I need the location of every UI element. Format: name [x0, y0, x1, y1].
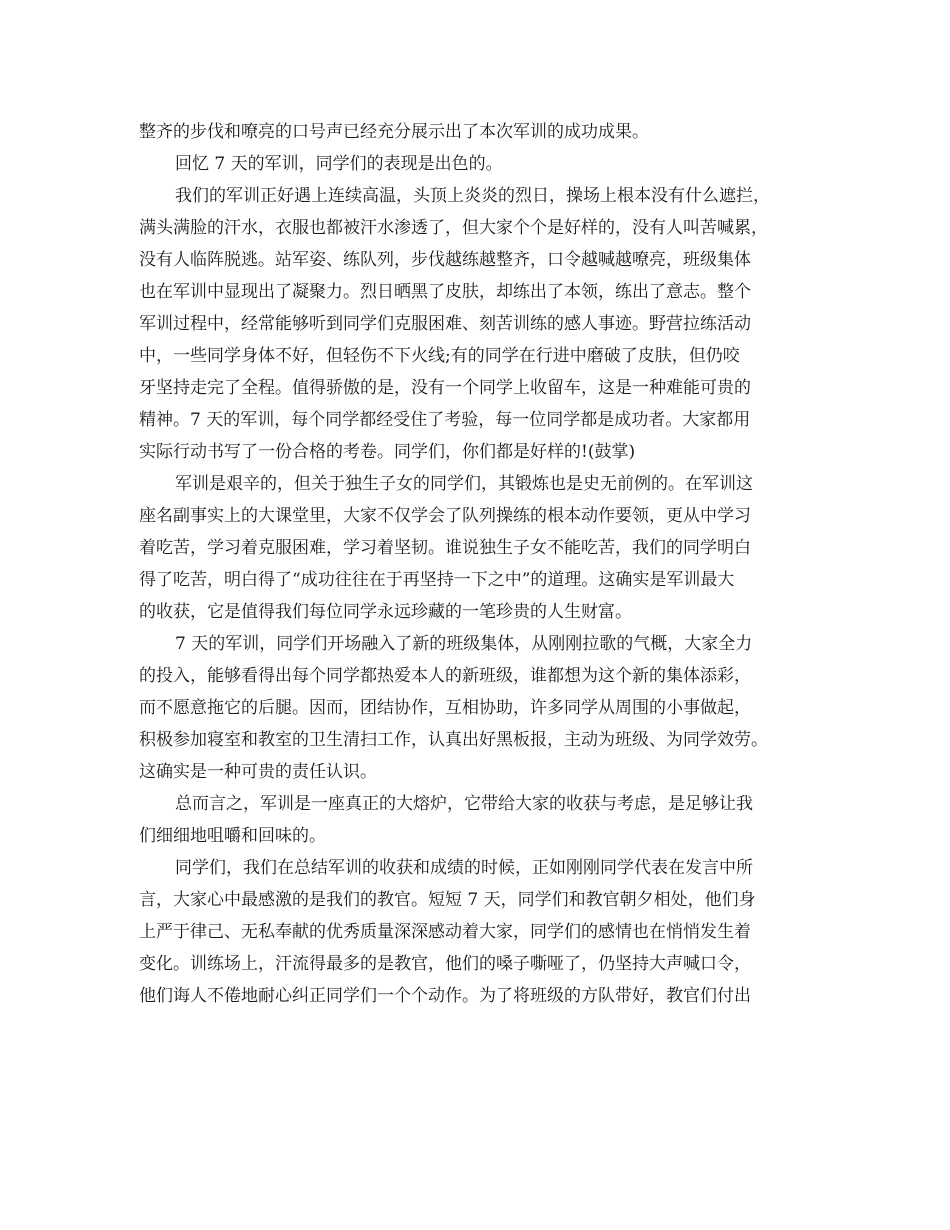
paragraph-line: 变化。训练场上，汗流得最多的是教官，他们的嗓子嘶哑了，仍坚持大声喊口令，: [139, 954, 751, 974]
paragraph-first-line: 总而言之，军训是一座真正的大熔炉，它带给大家的收获与考虑，是足够让我: [175, 794, 753, 814]
document-body: [139, 116, 829, 1012]
paragraph-line: 牙坚持走完了全程。值得骄傲的是，没有一个同学上收留车，这是一种难能可贵的: [139, 378, 751, 398]
paragraph-first-line: 7 天的军训，同学们开场融入了新的班级集体，从刚刚拉歌的气概，大家全力: [175, 634, 753, 654]
paragraph-first-line: 我们的军训正好遇上连续高温，头顶上炎炎的烈日，操场上根本没有什么遮拦，: [175, 186, 770, 206]
paragraph-line: 他们诲人不倦地耐心纠正同学们一个个动作。为了将班级的方队带好，教官们付出: [139, 986, 751, 1006]
paragraph-line: 们细细地咀嚼和回味的。: [139, 826, 326, 846]
paragraph-line: 座名副事实上的大课堂里，大家不仅学会了队列操练的根本动作要领，更从中学习: [139, 506, 751, 526]
paragraph-line: 而不愿意拖它的后腿。因而，团结协作，互相协助，许多同学从周围的小事做起，: [139, 698, 751, 718]
paragraph-line: 满头满脸的汗水，衣服也都被汗水渗透了，但大家个个是好样的，没有人叫苦喊累，: [139, 218, 768, 238]
paragraph-first-line: 回忆 7 天的军训，同学们的表现是出色的。: [175, 154, 503, 174]
paragraph-line: 没有人临阵脱逃。站军姿、练队列，步伐越练越整齐，口令越喊越嘹亮，班级集体: [139, 250, 751, 270]
paragraph-line: 的投入，能够看得出每个同学都热爱本人的新班级，谁都想为这个新的集体添彩，: [139, 666, 751, 686]
paragraph-first-line: 军训是艰辛的，但关于独生子女的同学们，其锻炼也是史无前例的。在军训这: [175, 474, 753, 494]
paragraph-line: 精神。7 天的军训，每个同学都经受住了考验，每一位同学都是成功者。大家都用: [139, 410, 751, 430]
paragraph-line: 实际行动书写了一份合格的考卷。同学们，你们都是好样的!(鼓掌): [139, 442, 636, 462]
paragraph-line: 上严于律己、无私奉献的优秀质量深深感动着大家，同学们的感情也在悄悄发生着: [139, 922, 751, 942]
paragraph-first-line: 同学们，我们在总结军训的收获和成绩的时候，正如刚刚同学代表在发言中所: [175, 858, 753, 878]
paragraph-line: 整齐的步伐和嘹亮的口号声已经充分展示出了本次军训的成功成果。: [139, 122, 649, 142]
paragraph-line: 积极参加寝室和教室的卫生清扫工作，认真出好黑板报，主动为班级、为同学效劳。: [139, 730, 768, 750]
paragraph-line: 这确实是一种可贵的责任认识。: [139, 762, 377, 782]
paragraph-line: 言，大家心中最感激的是我们的教官。短短 7 天，同学们和教官朝夕相处，他们身: [139, 890, 756, 910]
paragraph-line: 得了吃苦，明白得了“成功往往在于再坚持一下之中”的道理。这确实是军训最大: [139, 570, 735, 590]
paragraph-line: 也在军训中显现出了凝聚力。烈日晒黑了皮肤，却练出了本领，练出了意志。整个: [139, 282, 751, 302]
paragraph-line: 的收获，它是值得我们每位同学永远珍藏的一笔珍贵的人生财富。: [139, 602, 632, 622]
paragraph-line: 军训过程中，经常能够听到同学们克服困难、刻苦训练的感人事迹。野营拉练活动: [139, 314, 751, 334]
paragraph-line: 着吃苦，学习着克服困难，学习着坚韧。谁说独生子女不能吃苦，我们的同学明白: [139, 538, 751, 558]
paragraph-line: 中，一些同学身体不好，但轻伤不下火线;有的同学在行进中磨破了皮肤，但仍咬: [139, 346, 740, 366]
